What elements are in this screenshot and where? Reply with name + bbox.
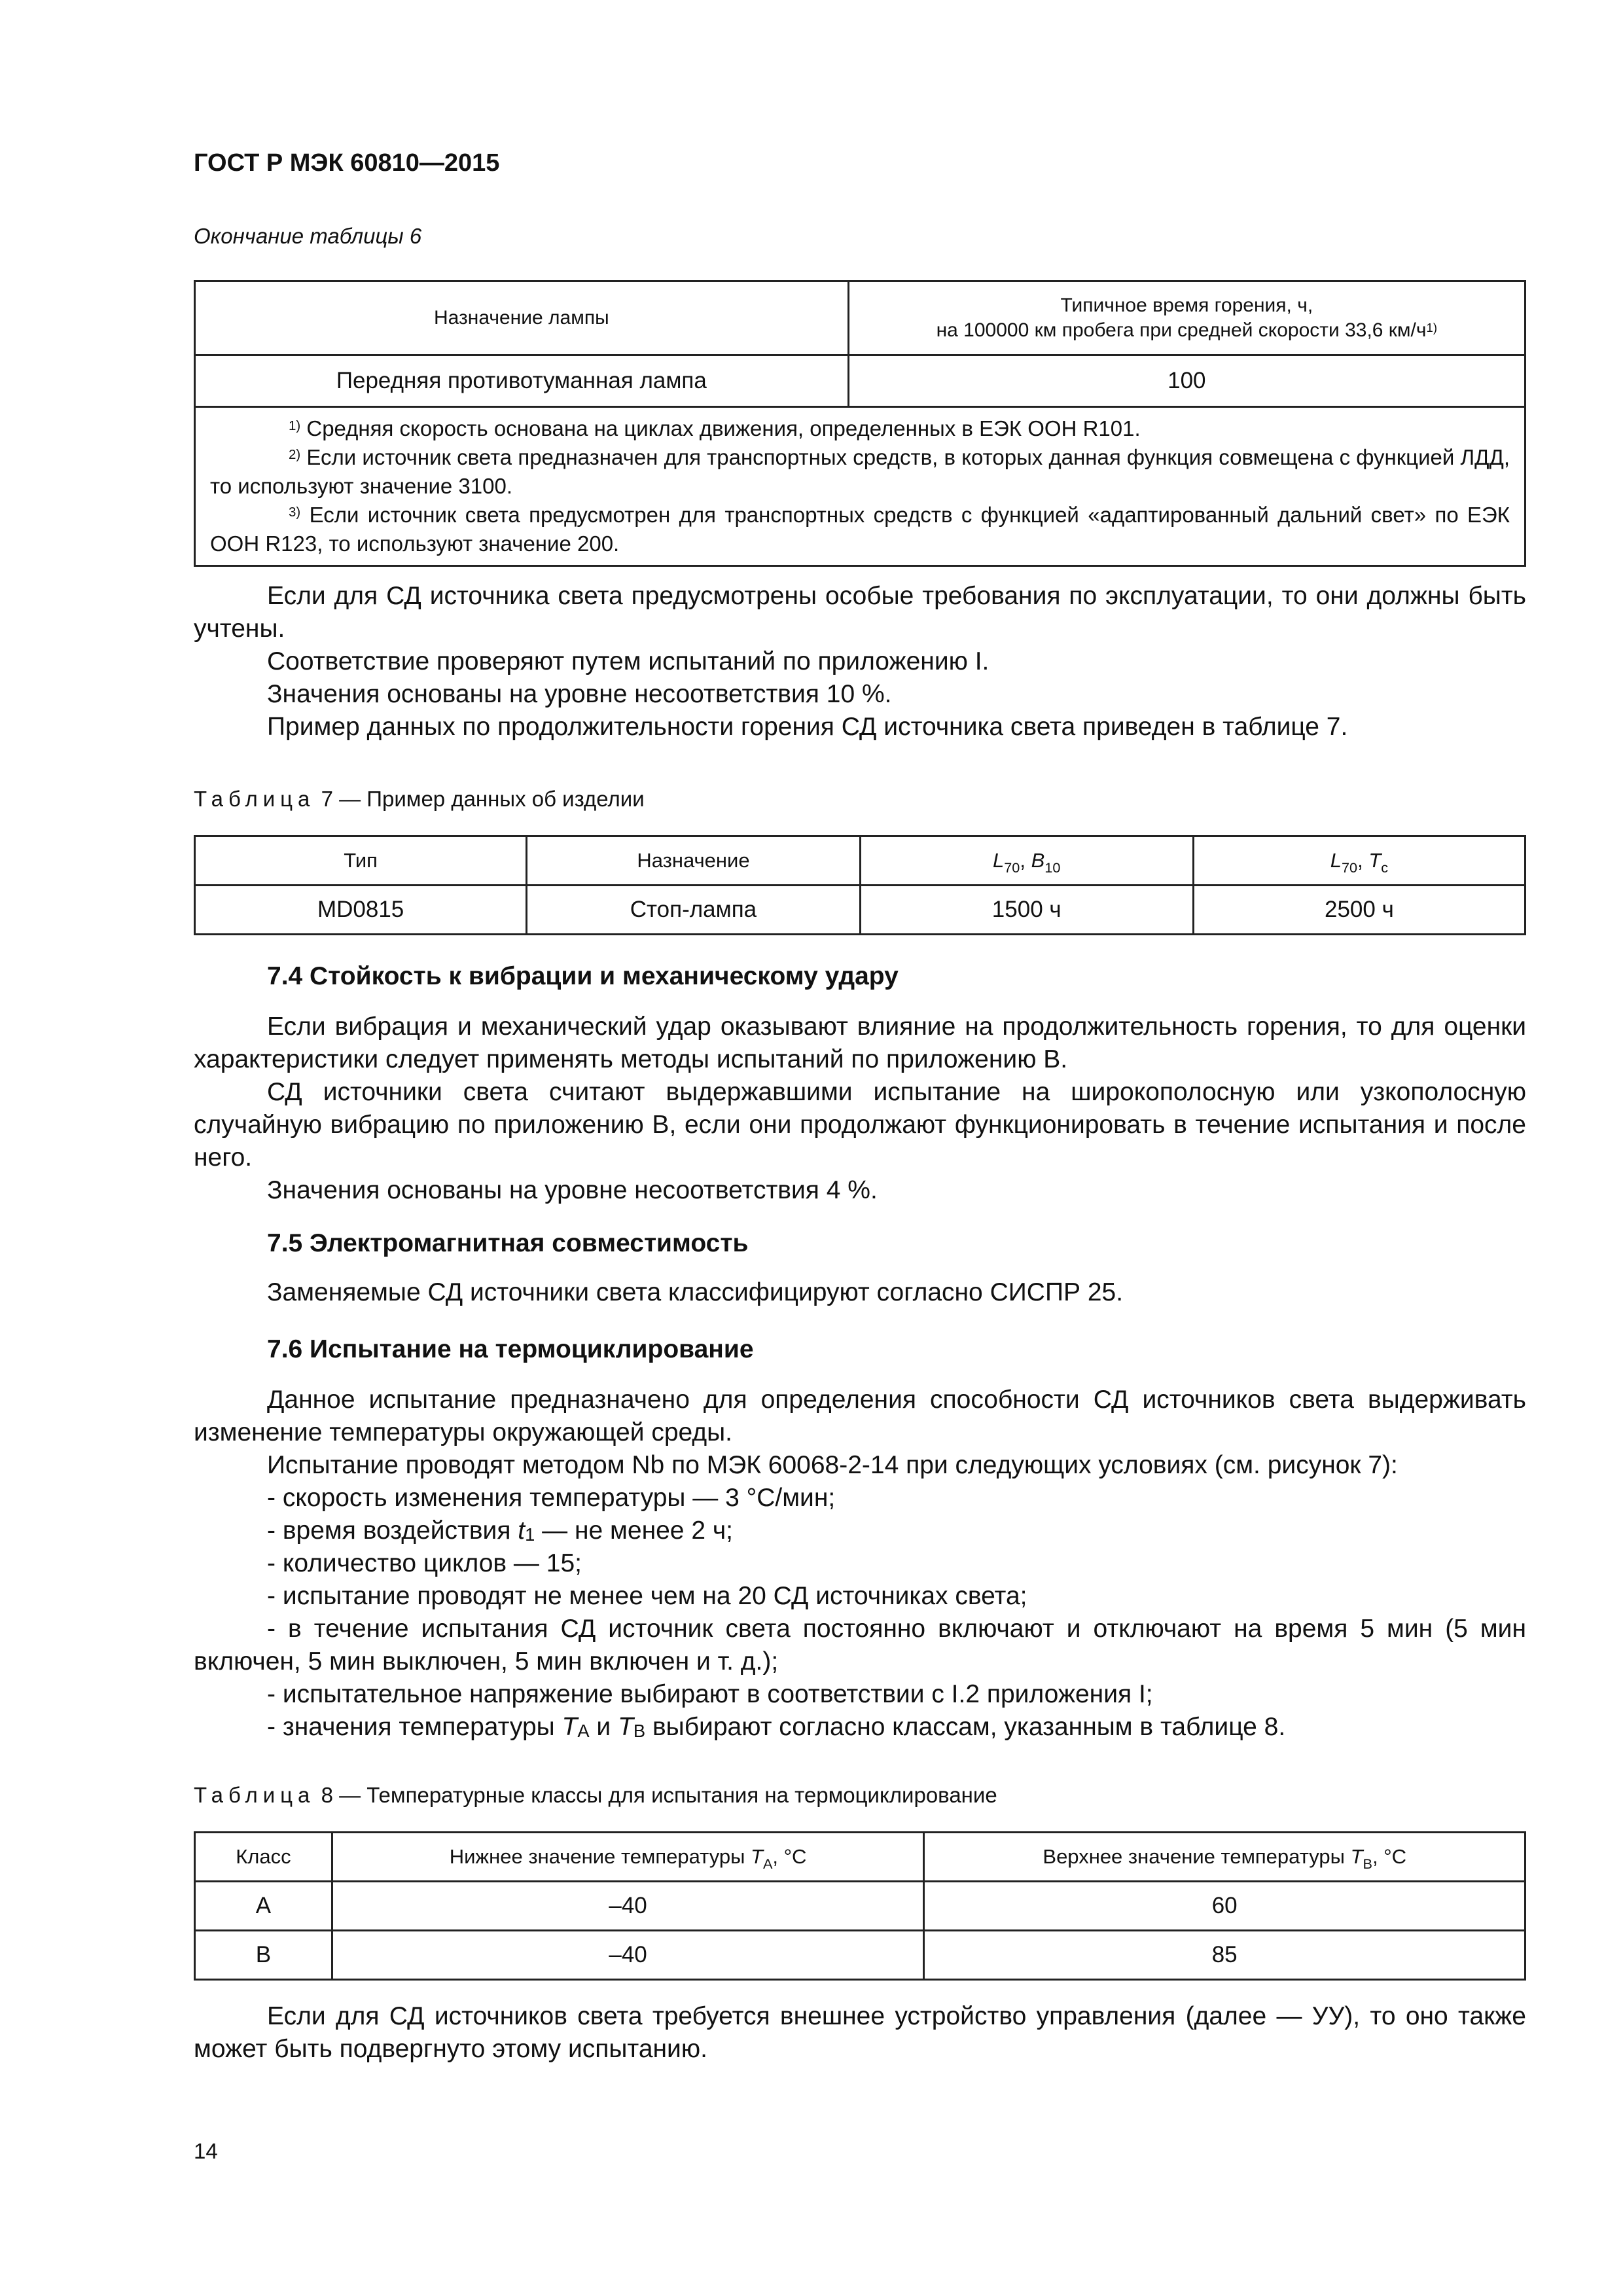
list-item: - в течение испытания СД источник света постоянно включают и отключают на время 5 мин (5 мин включен, 5 мин выключен, 5 мин включен и т. д.); xyxy=(194,1615,1526,1676)
table6-continuation-caption: Окончание таблицы 6 xyxy=(194,224,422,248)
table8-cell-class: А xyxy=(195,1882,332,1931)
table6-note-1: $^{1)}$ Средняя скорость основана на циклах движения, определенных в ЕЭК ООН R101. xyxy=(289,416,1141,440)
paragraph: Соответствие проверяют путем испытаний по приложению I. xyxy=(267,647,990,675)
paragraph: Заменяемые СД источники света классифицируют согласно СИСПР 25. xyxy=(267,1278,1124,1306)
table6-footnotes xyxy=(195,407,1525,566)
section-7-5-title: 7.5 Электромагнитная совместимость xyxy=(267,1229,749,1257)
table7-header-type: Тип xyxy=(195,836,527,886)
table8-cell-class: В xyxy=(195,1931,332,1980)
document-header-title: ГОСТ Р МЭК 60810—2015 xyxy=(194,149,500,177)
list-item: - время воздействия $t_1$ — не менее 2 ч; xyxy=(267,1516,733,1545)
section-7-5-body xyxy=(194,1276,1526,1309)
table7-cell-purpose: Стоп-лампа xyxy=(527,886,860,935)
table8-cell-lower: –40 xyxy=(332,1931,924,1980)
list-item: - значения температуры $T_A$ и $T_B$ выбирают согласно классам, указанным в таблице 8. xyxy=(267,1713,1286,1741)
section-7-4-title: 7.4 Стойкость к вибрации и механическому удару xyxy=(267,962,899,990)
paragraph: Если для СД источников света требуется внешнее устройство управления (далее — УУ), то оно также может быть подвергнуто этому испытанию. xyxy=(194,2002,1526,2063)
table8-header-lower-temp: Нижнее значение температуры $T_A$, °С xyxy=(332,1833,924,1882)
table6-header-lamp-purpose: Назначение лампы xyxy=(195,281,849,355)
table7-cell-l70-tc: 2500 ч xyxy=(1193,886,1525,935)
table6-note-2: $^{2)}$ Если источник света предназначен для транспортных средств, в которых данная функция совмещена с функцией ЛДД, то используют значение 3100. xyxy=(210,445,1510,498)
table8-cell-upper: 60 xyxy=(924,1882,1525,1931)
list-item: - количество циклов — 15; xyxy=(267,1549,582,1577)
table-row xyxy=(195,886,1525,935)
table8-cell-lower: –40 xyxy=(332,1882,924,1931)
list-item: - испытательное напряжение выбирают в соответствии с I.2 приложения I; xyxy=(267,1680,1153,1708)
table7-header-purpose: Назначение xyxy=(527,836,860,886)
table7-header-l70-b10: $L_{70}$, $B_{10}$ xyxy=(860,836,1193,886)
table8-header-row xyxy=(195,1833,1525,1882)
table6-row-label: Передняя противотуманная лампа xyxy=(195,355,849,407)
table7-cell-l70-b10: 1500 ч xyxy=(860,886,1193,935)
table6-header-burn-time: Типичное время горения, ч, на 100000 км пробега при средней скорости 33,6 $км/ч^{1)}$ xyxy=(848,281,1525,355)
table7-header-row xyxy=(195,836,1525,886)
table7-header-l70-tc: $L_{70}$, $T_c$ xyxy=(1193,836,1525,886)
table-8 xyxy=(194,1831,1526,1981)
table6-row-value: 100 xyxy=(848,355,1525,407)
table6-header-row xyxy=(195,281,1525,355)
section-7-6-title: 7.6 Испытание на термоциклирование xyxy=(267,1335,754,1363)
table8-caption: Таблица 8 — Температурные классы для испытания на термоциклирование xyxy=(194,1783,997,1807)
paragraph: Данное испытание предназначено для определения способности СД источников света выдерживать изменение температуры окружающей среды. xyxy=(194,1386,1526,1446)
table8-header-class: Класс xyxy=(195,1833,332,1882)
table7-cell-type: MD0815 xyxy=(195,886,527,935)
list-item: - испытание проводят не менее чем на 20 СД источниках света; xyxy=(267,1582,1027,1610)
closing-paragraph xyxy=(194,2000,1526,2066)
table6-note-3: $^{3)}$ Если источник света предусмотрен для транспортных средств с функцией «адаптированный дальний свет» по ЕЭК ООН R123, то используют значение 200. xyxy=(210,503,1510,556)
table-6 xyxy=(194,280,1526,567)
list-item: - скорость изменения температуры — 3 °С/мин; xyxy=(267,1484,836,1512)
table6-footnotes-cell xyxy=(195,407,1525,566)
table8-cell-upper: 85 xyxy=(924,1931,1525,1980)
paragraph: Если вибрация и механический удар оказывают влияние на продолжительность горения, то для оценки характеристики следует применять методы испытаний по приложению В. xyxy=(194,1013,1526,1073)
section-7-6-body xyxy=(194,1384,1526,1744)
table8-header-upper-temp: Верхнее значение температуры $T_B$, °С xyxy=(924,1833,1525,1882)
paragraph: СД источники света считают выдержавшими испытание на широкополосную или узкополосную случайную вибрацию по приложению В, если они продолжают функционировать в течение испытания и после него. xyxy=(194,1078,1526,1172)
paragraph: Испытание проводят методом Nb по МЭК 60068-2-14 при следующих условиях (см. рисунок 7): xyxy=(267,1451,1398,1479)
section-7-4-body xyxy=(194,1011,1526,1207)
table-row xyxy=(195,1882,1525,1931)
page-number: 14 xyxy=(194,2139,218,2163)
table-row xyxy=(195,1931,1525,1980)
table7-caption: Таблица 7 — Пример данных об изделии xyxy=(194,787,645,811)
table-row xyxy=(195,355,1525,407)
paragraph: Пример данных по продолжительности горения СД источника света приведен в таблице 7. xyxy=(267,713,1348,741)
table-7 xyxy=(194,835,1526,935)
paragraph: Значения основаны на уровне несоответствия 10 %. xyxy=(267,680,892,708)
body-paragraphs-1 xyxy=(194,580,1526,744)
paragraph: Значения основаны на уровне несоответствия 4 %. xyxy=(267,1176,878,1204)
paragraph: Если для СД источника света предусмотрены особые требования по эксплуатации, то они должны быть учтены. xyxy=(194,582,1526,643)
